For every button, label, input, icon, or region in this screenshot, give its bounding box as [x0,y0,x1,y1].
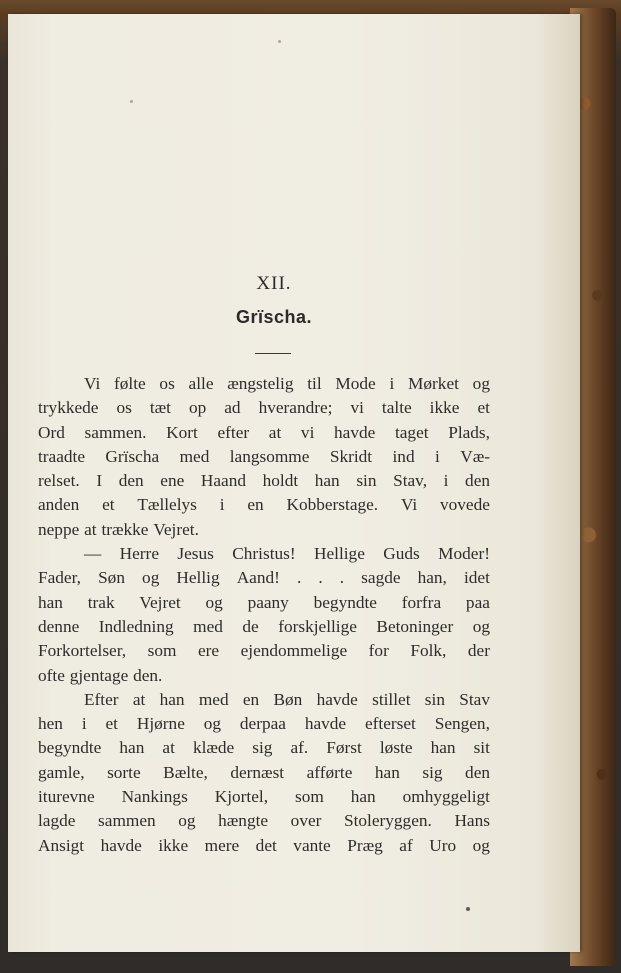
text-line: Fader, Søn og Hellig Aand! . . . sagde han, idet [38,568,490,588]
chapter-number: XII. [256,273,292,294]
chapter-title: Grïscha. [235,307,313,327]
text-line: lagde sammen og hængte over Stoleryggen. Hans [38,811,490,831]
title-rule [255,353,291,354]
text-line: denne Indledning med de forskjellige Betoninger og [38,616,490,636]
text-line: han trak Vejret og paany begyndte forfra paa [38,592,490,612]
paper-speck [278,40,281,43]
text-line: Ansigt havde ikke mere det vante Præg af Uro og [38,835,490,855]
text-line: begyndte han at klæde sig af. Først løste han sit [38,738,490,758]
text-line: Efter at han med en Bøn havde stillet sin Stav [84,689,490,709]
text-line: anden et Tællelys i en Kobberstage. Vi vovede [38,495,490,515]
text-line: Vi følte os alle ængstelig til Mode i Mørket og [84,374,490,393]
text-line: Forkortelser, som ere ejendommelige for Folk, der [38,641,490,661]
text-line: gamle, sorte Bælte, dernæst afførte han sig den [38,762,490,782]
paper-speck [466,907,470,911]
paper-speck [130,100,133,103]
book-page [8,14,580,952]
text-line: hen i et Hjørne og derpaa havde efterset Sengen, [38,714,490,734]
text-line: iturevne Nankings Kjortel, som han omhyggeligt [38,787,490,807]
text-line: ofte gjentage den. [38,665,163,685]
text-line: neppe at trække Vejret. [38,519,199,539]
text-line: — Herre Jesus Christus! Hellige Guds Moder! [84,544,490,564]
text-line: relset. I den ene Haand holdt han sin Stav, i den [38,471,490,491]
text-line: trykkede os tæt op ad hverandre; vi talte ikke et [38,398,490,418]
body-text [38,372,490,858]
text-line: traadte Grïscha med langsomme Skridt ind i Væ- [38,446,490,466]
text-line: Ord sammen. Kort efter at vi havde taget Plads, [38,422,490,442]
